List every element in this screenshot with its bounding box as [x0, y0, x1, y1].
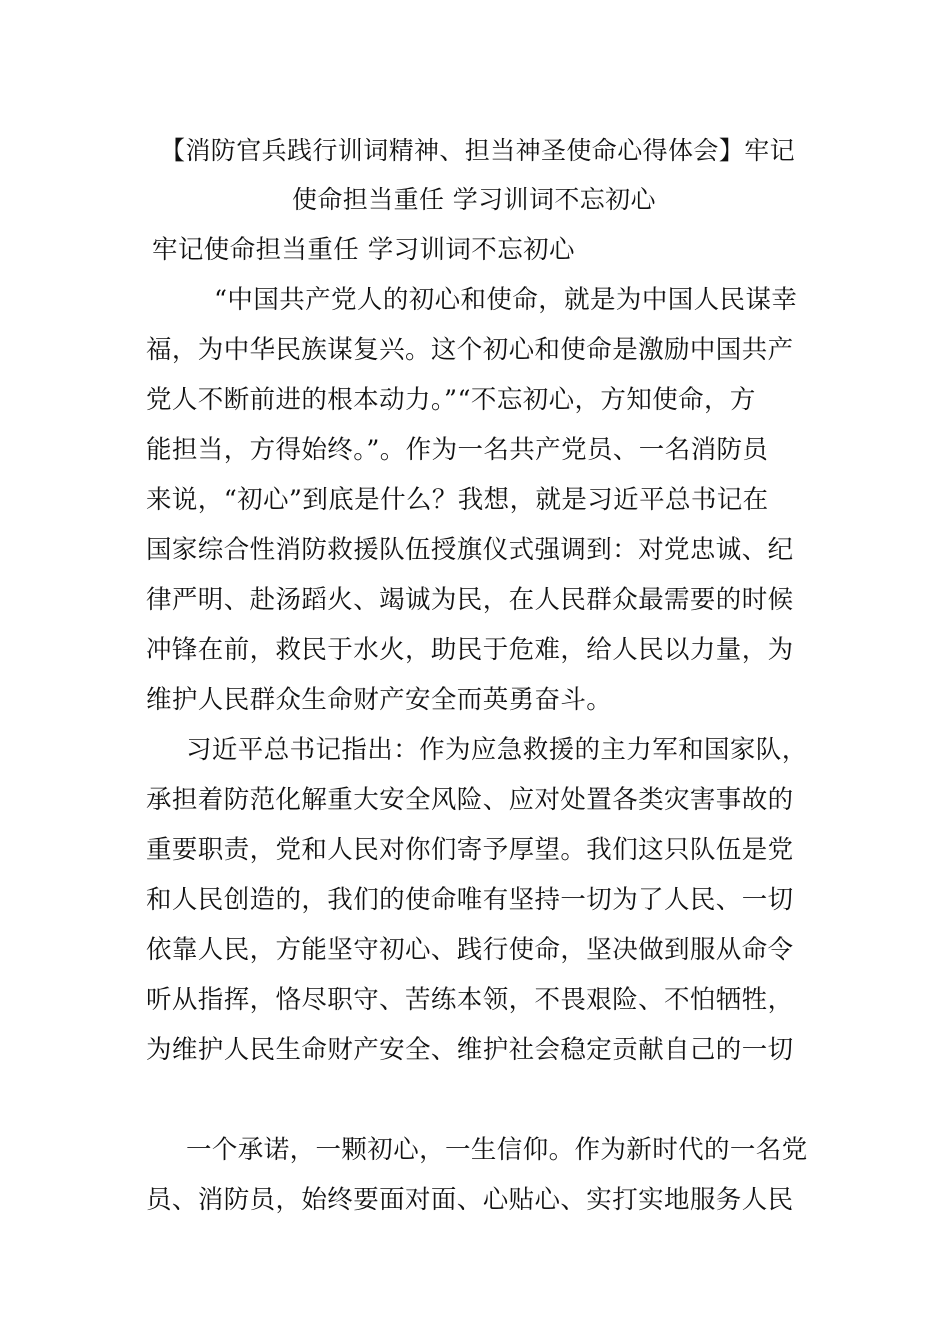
- paragraph-line: 重要职责，党和人民对你们寄予厚望。我们这只队伍是党: [146, 835, 794, 865]
- paragraph-line: 依靠人民，方能坚守初心、践行使命，坚决做到服从命令: [146, 935, 794, 965]
- paragraph-line: 和人民创造的，我们的使命唯有坚持一切为了人民、一切: [146, 885, 794, 915]
- paragraph-line: 一个承诺，一颗初心，一生信仰。作为新时代的一名党: [186, 1135, 808, 1165]
- paragraph-line: 来说，“初心”到底是什么？我想，就是习近平总书记在: [146, 485, 769, 515]
- paragraph-line: 律严明、赴汤蹈火、竭诚为民，在人民群众最需要的时候: [146, 585, 794, 615]
- paragraph-line: 福，为中华民族谋复兴。这个初心和使命是激励中国共产: [146, 335, 794, 365]
- paragraph-line: 承担着防范化解重大安全风险、应对处置各类灾害事故的: [146, 785, 794, 815]
- paragraph-line: 冲锋在前，救民于水火，助民于危难，给人民以力量，为: [146, 635, 794, 665]
- paragraph-line: 能担当，方得始终。”。作为一名共产党员、一名消防员: [146, 435, 769, 465]
- paragraph-line: 听从指挥，恪尽职守、苦练本领，不畏艰险、不怕牺牲，: [146, 985, 794, 1015]
- paragraph-line: 习近平总书记指出：作为应急救援的主力军和国家队，: [186, 735, 808, 765]
- document-subtitle: 牢记使命担当重任 学习训词不忘初心: [152, 235, 575, 265]
- paragraph-line: 维护人民群众生命财产安全而英勇奋斗。: [146, 685, 613, 715]
- document-title-line-1: 【消防官兵践行训词精神、担当神圣使命心得体会】牢记: [160, 136, 796, 165]
- paragraph-line: 党人不断前进的根本动力。”“不忘初心，方知使命，方: [146, 385, 756, 415]
- paragraph-line: 员、消防员，始终要面对面、心贴心、实打实地服务人民: [146, 1185, 794, 1215]
- paragraph-line: 国家综合性消防救援队伍授旗仪式强调到：对党忠诚、纪: [146, 535, 794, 565]
- paragraph-line: “中国共产党人的初心和使命，就是为中国人民谋幸: [214, 285, 798, 315]
- paragraph-line: 为维护人民生命财产安全、维护社会稳定贡献自己的一切: [146, 1035, 794, 1065]
- document-title-line-2: 使命担当重任 学习训词不忘初心: [292, 185, 656, 214]
